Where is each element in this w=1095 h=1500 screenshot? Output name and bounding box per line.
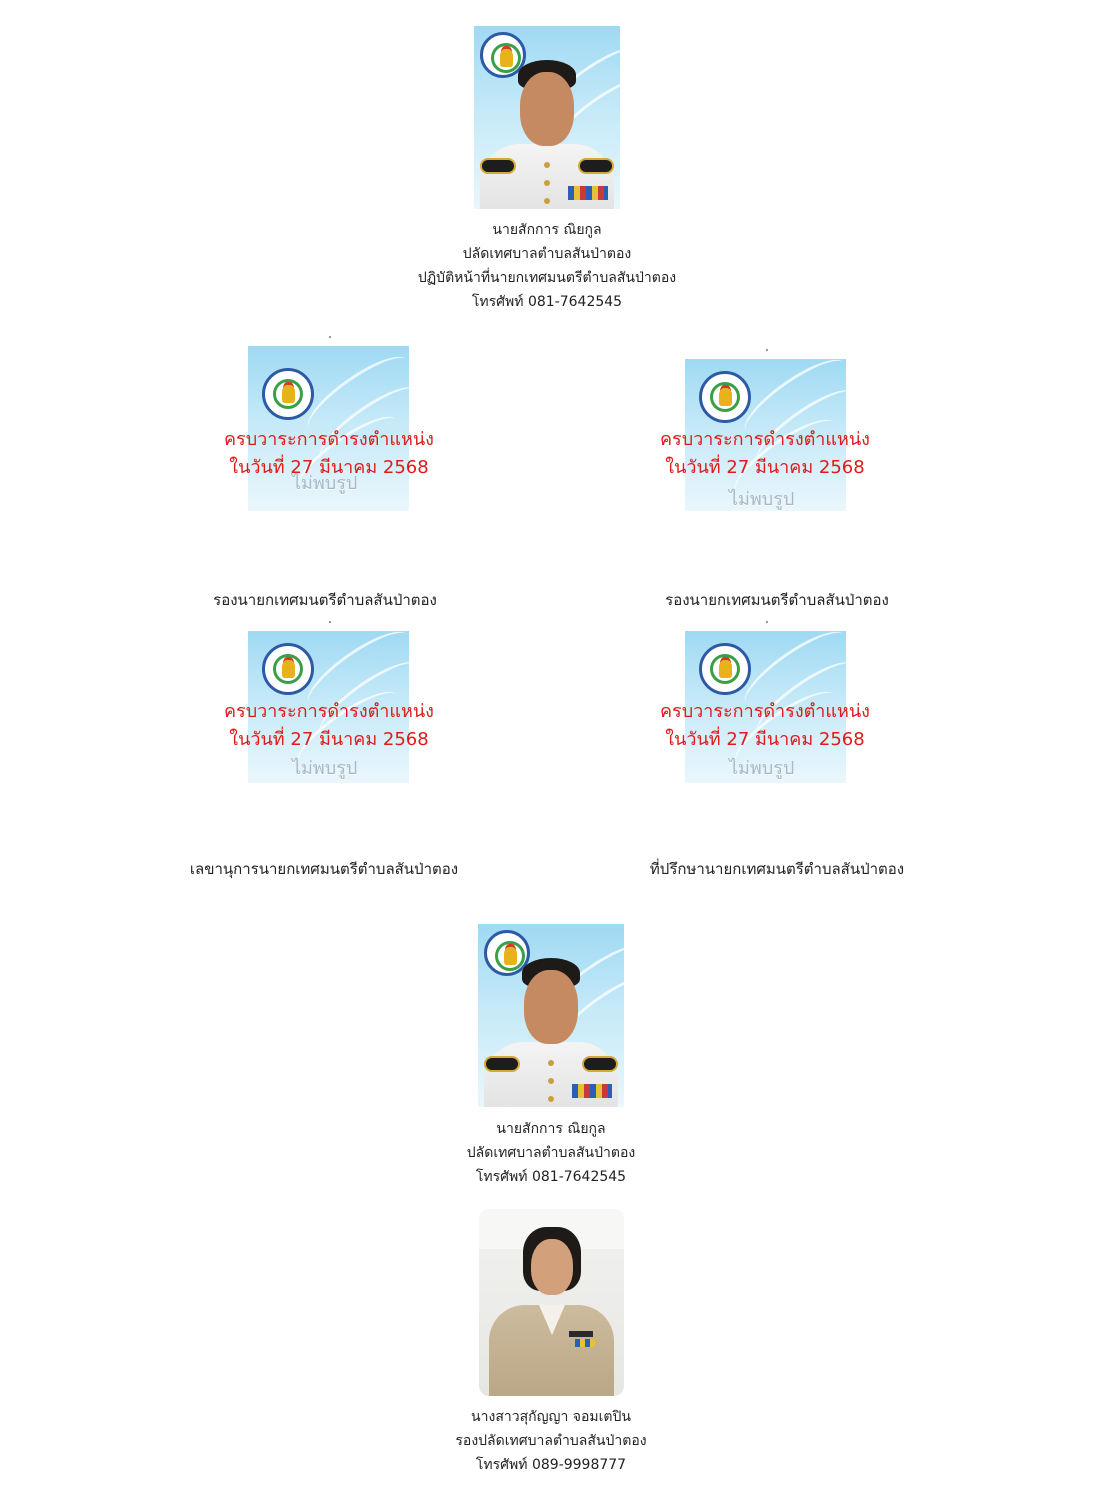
- term-ended-notice: ครบวาระการดำรงตำแหน่ง ในวันที่ 27 มีนาคม 2568: [224, 701, 434, 750]
- term-ended-notice: ครบวาระการดำรงตำแหน่ง ในวันที่ 27 มีนาคม 2568: [224, 429, 434, 478]
- role-label-deputy-mayor-right: รองนายกเทศมนตรีตำบลสันป่าตอง: [665, 591, 889, 609]
- term-ended-notice: ครบวาระการดำรงตำแหน่ง ในวันที่ 27 มีนาคม 2568: [660, 701, 870, 750]
- clerk-photo: [478, 924, 624, 1107]
- top-person-caption: [347, 218, 747, 314]
- role-label-deputy-mayor-left: รองนายกเทศมนตรีตำบลสันป่าตอง: [213, 591, 437, 609]
- deputy-clerk-name: นางสาวสุกัญญา จอมเตปิน: [471, 1409, 631, 1425]
- no-photo-placeholder: ไม่พบรูป: [729, 758, 795, 779]
- deputy-clerk-phone: โทรศัพท์ 089-9998777: [475, 1457, 627, 1473]
- municipality-emblem-icon: [262, 368, 314, 420]
- clerk-phone: โทรศัพท์ 081-7642545: [475, 1169, 627, 1185]
- top-person-position: ปลัดเทศบาลตำบลสันป่าตอง: [462, 246, 632, 262]
- top-person-phone: โทรศัพท์ 081-7642545: [471, 294, 623, 310]
- clerk-position: ปลัดเทศบาลตำบลสันป่าตอง: [466, 1145, 636, 1161]
- no-photo-placeholder: ไม่พบรูป: [292, 473, 358, 494]
- role-label-advisor: ที่ปรึกษานายกเทศมนตรีตำบลสันป่าตอง: [649, 860, 905, 878]
- deputy-clerk-photo: [479, 1209, 624, 1396]
- term-ended-notice: ครบวาระการดำรงตำแหน่ง ในวันที่ 27 มีนาคม 2568: [660, 429, 870, 478]
- municipality-emblem-icon: [699, 371, 751, 423]
- top-person-photo: [474, 26, 620, 209]
- no-photo-placeholder: ไม่พบรูป: [729, 489, 795, 510]
- clerk-caption: [351, 1117, 751, 1189]
- top-person-acting: ปฏิบัติหน้าที่นายกเทศมนตรีตำบลสันป่าตอง: [417, 270, 677, 286]
- no-photo-placeholder: ไม่พบรูป: [292, 758, 358, 779]
- role-label-secretary: เลขานุการนายกเทศมนตรีตำบลสันป่าตอง: [189, 860, 459, 878]
- deputy-clerk-caption: [351, 1405, 751, 1477]
- top-person-name: นายสักการ ณิยกูล: [492, 222, 602, 238]
- municipality-emblem-icon: [699, 643, 751, 695]
- municipality-emblem-icon: [262, 643, 314, 695]
- clerk-name: นายสักการ ณิยกูล: [496, 1121, 606, 1137]
- deputy-clerk-position: รองปลัดเทศบาลตำบลสันป่าตอง: [455, 1433, 647, 1449]
